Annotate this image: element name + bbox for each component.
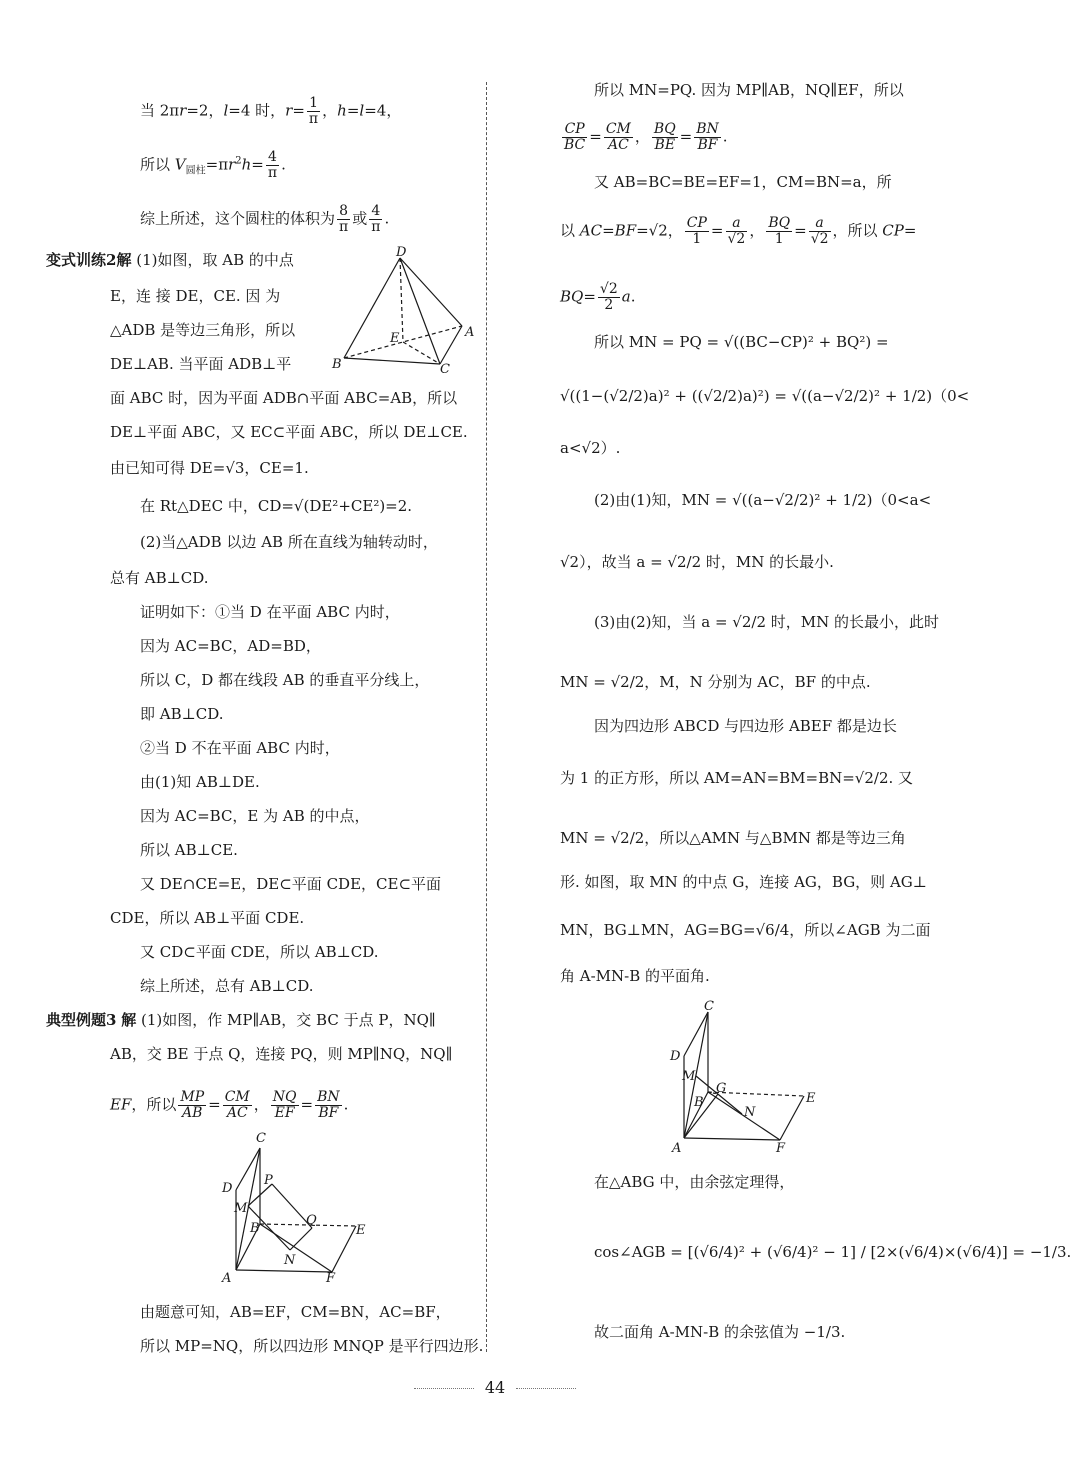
text-line: DE⊥平面 ABC，又 EC⊂平面 ABC，所以 DE⊥CE. bbox=[110, 423, 468, 441]
label-c: C bbox=[440, 362, 450, 377]
text-line: √2），故当 a = √2/2 时，MN 的长最小. bbox=[560, 553, 834, 571]
label-f: F bbox=[776, 1141, 786, 1156]
text-line: 证明如下：①当 D 在平面 ABC 内时， bbox=[140, 603, 400, 621]
text-line: $\frac{CP}{BC}$ = $\frac{CM}{AC}$ ， $\frac{BQ}{BE}$ = $\frac{BN}{BF}$ . bbox=[564, 121, 728, 153]
text-line: 又 CD⊂平面 CDE，所以 AB⊥CD. bbox=[140, 943, 379, 961]
text-line: (2)由(1)知，MN = √((a−√2/2)² + 1/2)（0<a< bbox=[594, 491, 932, 509]
label-d: D bbox=[396, 245, 407, 260]
text-line: BQ= $\frac{√2}{2}$ a. bbox=[560, 281, 636, 313]
label-n: N bbox=[284, 1253, 296, 1268]
text-line: 又 DE∩CE=E，DE⊂平面 CDE，CE⊂平面 bbox=[140, 875, 442, 893]
text-line: △ADB 是等边三角形，所以 bbox=[110, 321, 296, 339]
text-line: DE⊥AB. 当平面 ADB⊥平 bbox=[110, 355, 292, 373]
label-m: M bbox=[234, 1201, 248, 1216]
text-line: AB，交 BE 于点 Q，连接 PQ，则 MP∥NQ，NQ∥ bbox=[110, 1045, 453, 1063]
text-line: EF，所以 $\frac{MP}{AB}$ = $\frac{CM}{AC}$ ， $\frac{NQ}{EF}$ = $\frac{BN}{BF}$ . bbox=[110, 1089, 349, 1121]
text-line: (2)当△ADB 以边 AB 所在直线为轴转动时， bbox=[140, 533, 438, 551]
label-f: F bbox=[326, 1271, 336, 1286]
label-e: E bbox=[806, 1091, 816, 1106]
text-line: 所以 MN=PQ. 因为 MP∥AB，NQ∥EF，所以 bbox=[594, 81, 904, 99]
text-line: 又 AB=BC=BE=EF=1，CM=BN=a，所 bbox=[594, 173, 892, 191]
text-line: 由已知可得 DE=√3，CE=1. bbox=[110, 459, 309, 477]
text-line: E，连 接 DE，CE. 因 为 bbox=[110, 287, 281, 305]
text-line: 故二面角 A-MN-B 的余弦值为 −1/3. bbox=[594, 1323, 846, 1341]
page-footer bbox=[0, 1378, 990, 1397]
label-m: M bbox=[682, 1069, 696, 1084]
text-line: √((1−(√2/2)a)² + ((√2/2)a)²) = √((a−√2/2)² + 1/2)（0< bbox=[560, 387, 970, 405]
label-a: A bbox=[222, 1271, 232, 1286]
text-line: 以 AC=BF=√2， $\frac{CP}{1}$ = $\frac{a}{√2}$ ， $\frac{BQ}{1}$ = $\frac{a}{√2}$ ，所以 CP= bbox=[560, 215, 917, 247]
label-b: B bbox=[694, 1095, 704, 1110]
text-line: 即 AB⊥CD. bbox=[140, 705, 224, 723]
column-divider bbox=[486, 82, 487, 1352]
text-line: 当 2πr=2，l=4 时，r= $\frac{1}{\pi}$ ，h=l=4， bbox=[140, 95, 402, 127]
text-line: MN，BG⊥MN，AG=BG=√6/4，所以∠AGB 为二面 bbox=[560, 921, 931, 939]
label-a: A bbox=[465, 325, 475, 340]
text-line: 综上所述，总有 AB⊥CD. bbox=[140, 977, 314, 995]
page-number: 44 bbox=[484, 1378, 506, 1397]
text-line: 由(1)知 AB⊥DE. bbox=[140, 773, 260, 791]
text-line: a<√2）. bbox=[560, 439, 621, 457]
label-a: A bbox=[672, 1141, 682, 1156]
text-line: 所以 AB⊥CE. bbox=[140, 841, 238, 859]
text-line: 典型例题3 解 (1)如图，作 MP∥AB，交 BC 于点 P，NQ∥ bbox=[46, 1011, 436, 1029]
label-b: B bbox=[250, 1221, 260, 1236]
label-c: C bbox=[256, 1131, 266, 1146]
text-line: 角 A-MN-B 的平面角. bbox=[560, 967, 710, 985]
tetrahedron-figure bbox=[330, 244, 480, 377]
squares-figure-2 bbox=[664, 996, 834, 1158]
text-line: 所以 MN = PQ = √((BC−CP)² + BQ²) = bbox=[594, 333, 889, 351]
text-line: ②当 D 不在平面 ABC 内时， bbox=[140, 739, 340, 757]
text-line: 因为 AC=BC，AD=BD， bbox=[140, 637, 321, 655]
footer-rule bbox=[414, 1388, 474, 1389]
text-line: CDE，所以 AB⊥平面 CDE. bbox=[110, 909, 305, 927]
text-line: 在 Rt△DEC 中，CD=√(DE²+CE²)=2. bbox=[140, 497, 413, 515]
text-line: 为 1 的正方形，所以 AM=AN=BM=BN=√2/2. 又 bbox=[560, 769, 914, 787]
text-line: 所以 C，D 都在线段 AB 的垂直平分线上， bbox=[140, 671, 430, 689]
label-n: N bbox=[744, 1105, 756, 1120]
label-d: D bbox=[222, 1181, 233, 1196]
label-e: E bbox=[390, 331, 400, 346]
text-line: (3)由(2)知，当 a = √2/2 时，MN 的长最小，此时 bbox=[594, 613, 940, 631]
text-line: 综上所述，这个圆柱的体积为 $\frac{8}{\pi}$ 或 $\frac{4}{\pi}$ . bbox=[140, 203, 390, 235]
label-d: D bbox=[670, 1049, 681, 1064]
label-g: G bbox=[716, 1081, 727, 1096]
section-heading: 典型例题3 bbox=[46, 1011, 117, 1029]
text-line: 因为 AC=BC，E 为 AB 的中点， bbox=[140, 807, 370, 825]
text-line: 所以 MP=NQ，所以四边形 MNQP 是平行四边形. bbox=[140, 1337, 484, 1355]
text-line: 在△ABG 中，由余弦定理得， bbox=[594, 1173, 795, 1191]
label-e: E bbox=[356, 1223, 366, 1238]
text-line: MN = √2/2，M，N 分别为 AC，BF 的中点. bbox=[560, 673, 871, 691]
squares-figure-1 bbox=[214, 1126, 384, 1286]
text-line: 由题意可知，AB=EF，CM=BN，AC=BF， bbox=[140, 1303, 451, 1321]
label-b: B bbox=[332, 357, 342, 372]
text-line: 因为四边形 ABCD 与四边形 ABEF 都是边长 bbox=[594, 717, 897, 735]
text-line: MN = √2/2，所以△AMN 与△BMN 都是等边三角 bbox=[560, 829, 906, 847]
text-line: 总有 AB⊥CD. bbox=[110, 569, 209, 587]
text-line: 形. 如图，取 MN 的中点 G，连接 AG，BG，则 AG⊥ bbox=[560, 873, 927, 891]
label-q: Q bbox=[306, 1213, 317, 1228]
text-line: cos∠AGB = [(√6/4)² + (√6/4)² − 1] / [2×(√6/4)×(√6/4)] = −1/3. bbox=[594, 1243, 1071, 1261]
label-c: C bbox=[704, 999, 714, 1014]
footer-rule bbox=[516, 1388, 576, 1389]
text-line: 变式训练2解 (1)如图，取 AB 的中点 bbox=[46, 251, 294, 269]
label-p: P bbox=[264, 1173, 273, 1188]
section-heading: 变式训练2 bbox=[46, 251, 117, 269]
text-line: 面 ABC 时，因为平面 ADB∩平面 ABC=AB，所以 bbox=[110, 389, 458, 407]
text-line: 所以 $V_{圆柱}=\pi r^2h=$ $\frac{4}{\pi}$ . bbox=[140, 149, 286, 181]
